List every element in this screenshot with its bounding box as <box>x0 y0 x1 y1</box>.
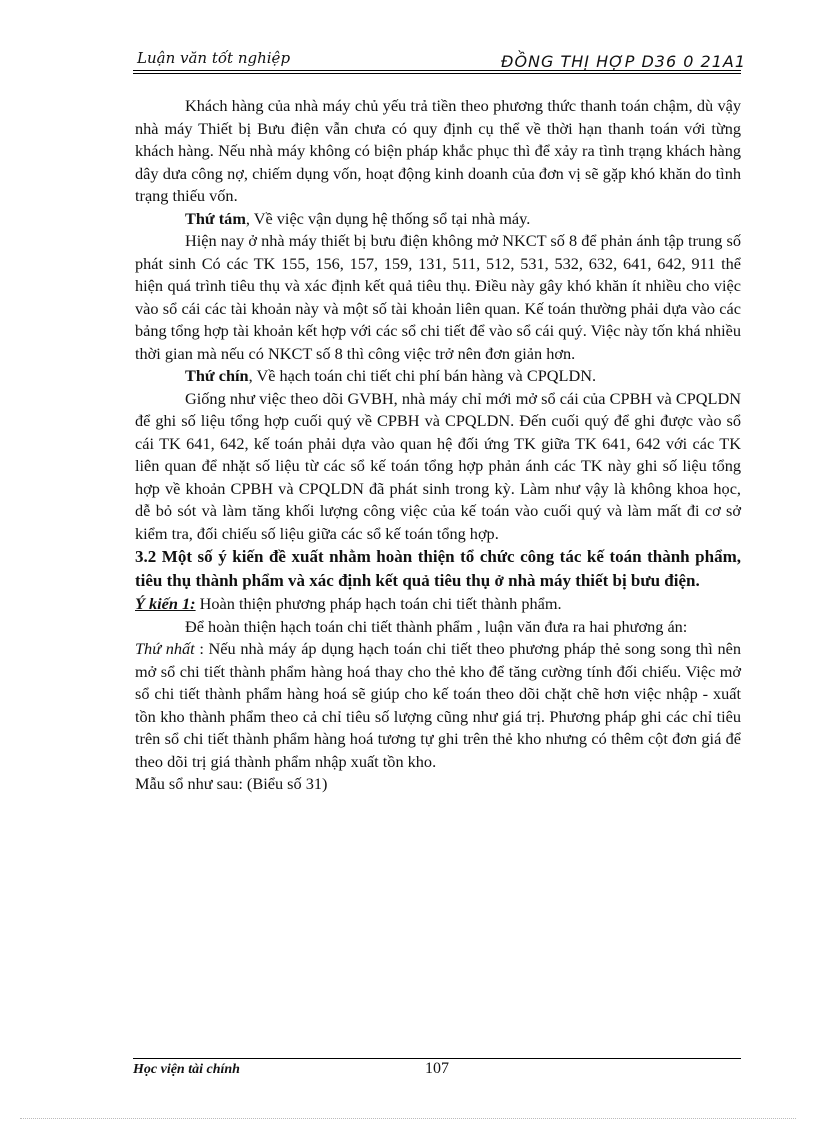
ninth-text: , Về hạch toán chi tiết chi phí bán hàng và CPQLDN. <box>248 366 597 385</box>
paragraph-first-option <box>135 638 741 773</box>
idea-1-text: Hoàn thiện phương pháp hạch toán chi tiết thành phẩm. <box>195 594 562 613</box>
eighth-lead: Thứ tám <box>185 208 246 228</box>
section-heading: 3.2 Một số ý kiến đề xuất nhằm hoàn thiện tổ chức công tác kế toán thành phẩm, tiêu thụ thành phẩm và xác định kết quả tiêu thụ ở nhà máy thiết bị bưu điện. <box>135 547 741 590</box>
idea-1-label: Ý kiến 1: <box>135 594 196 613</box>
paragraph-template: Mẫu sổ như sau: (Biểu số 31) <box>135 774 328 793</box>
header-thesis-label: Luận văn tốt nghiệp <box>137 49 291 67</box>
first-option-text: : Nếu nhà máy áp dụng hạch toán chi tiết theo phương pháp thẻ song song thì nên mở sổ chi tiết thành phẩm hàng hoá thay cho thẻ kho để tăng cường tính đối chiếu. Việc mở sổ chi tiết thành phẩm hàng hoá sẽ giúp cho kế toán theo dõi chặt chẽ hơn việc nhập - xuất tồn kho thành phẩm theo cả chỉ tiêu số lượng cũng như giá trị. Phương pháp ghi các chỉ tiêu trên sổ chi tiết thành phẩm hàng hoá tương tự ghi trên thẻ kho nhưng có thêm cột đơn giá để theo dõi trị giá thành phẩm nhập xuất tồn kho. <box>135 639 741 771</box>
header-divider <box>133 70 741 71</box>
header-divider-secondary <box>133 73 741 74</box>
paragraph-eighth <box>135 208 741 231</box>
page-bottom-border <box>20 1118 796 1119</box>
paragraph-idea-1 <box>135 593 741 616</box>
footer-institution: Học viện tài chính <box>133 1062 240 1077</box>
page-number: 107 <box>425 1060 449 1077</box>
eighth-text: , Về việc vận dụng hệ thống sổ tại nhà máy. <box>245 208 531 228</box>
paragraph-gvbh: Giống như việc theo dõi GVBH, nhà máy chỉ mới mở sổ cái của CPBH và CPQLDN để ghi số liệu tổng hợp cuối quý về CPBH và CPQLDN. Đến cuối quý để ghi được vào sổ cái TK 641, 642, kế toán phải dựa vào quan hệ đối ứng TK giữa TK 641, 642 với các TK liên quan để nhặt số liệu từ các sổ kế toán tổng hợp phản ánh các TK này ghi số liệu tổng hợp về khoản CPBH và CPQLDN đã phát sinh trong kỳ. Làm như vậy là không khoa học, dễ bỏ sót và làm tăng khối lượng công việc của kế toán vào cuối quý và làm mất đi cơ sở kiểm tra, đối chiếu số liệu giữa các sổ kế toán tổng hợp. <box>135 388 741 543</box>
paragraph-options: Để hoàn thiện hạch toán chi tiết thành phẩm , luận văn đưa ra hai phương án: <box>185 616 688 636</box>
document-body <box>135 95 741 796</box>
paragraph-ninth <box>135 365 741 388</box>
paragraph-nkct: Hiện nay ở nhà máy thiết bị bưu điện không mở NKCT số 8 để phản ánh tập trung số phát sinh Có các TK 155, 156, 157, 159, 131, 511, 512, 531, 532, 632, 641, 642, 911 thể hiện quá trình tiêu thụ và xác định kết quả tiêu thụ. Điều này gây khó khăn ít nhiều cho việc vào sổ cái các tài khoản này và một số tài khoản liên quan. Kế toán thường phải dựa vào các bảng tổng hợp tài khoản kết hợp với các sổ chi tiết để vào sổ cái quý. Việc này tốn khá nhiều thời gian mà nếu có NKCT số 8 thì công việc trở nên đơn giản hơn. <box>135 231 741 363</box>
footer-divider <box>133 1058 741 1059</box>
paragraph-payment: Khách hàng của nhà máy chủ yếu trả tiền theo phương thức thanh toán chậm, dù vậy nhà máy Thiết bị Bưu điện vẫn chưa có quy định cụ thể về thời hạn thanh toán với từng khách hàng. Nếu nhà máy không có biện pháp khắc phục thì để xảy ra tình trạng khách hàng dây dưa công nợ, chiếm dụng vốn, hoạt động kinh doanh của đơn vị sẽ gặp khó khăn do tình trạng thiếu vốn. <box>135 96 741 205</box>
ninth-lead: Thứ chín <box>185 366 249 385</box>
first-option-lead: Thứ nhất <box>135 639 195 658</box>
header-author: ĐỒNG THỊ HỢP D36 0 21A1 <box>501 52 746 71</box>
